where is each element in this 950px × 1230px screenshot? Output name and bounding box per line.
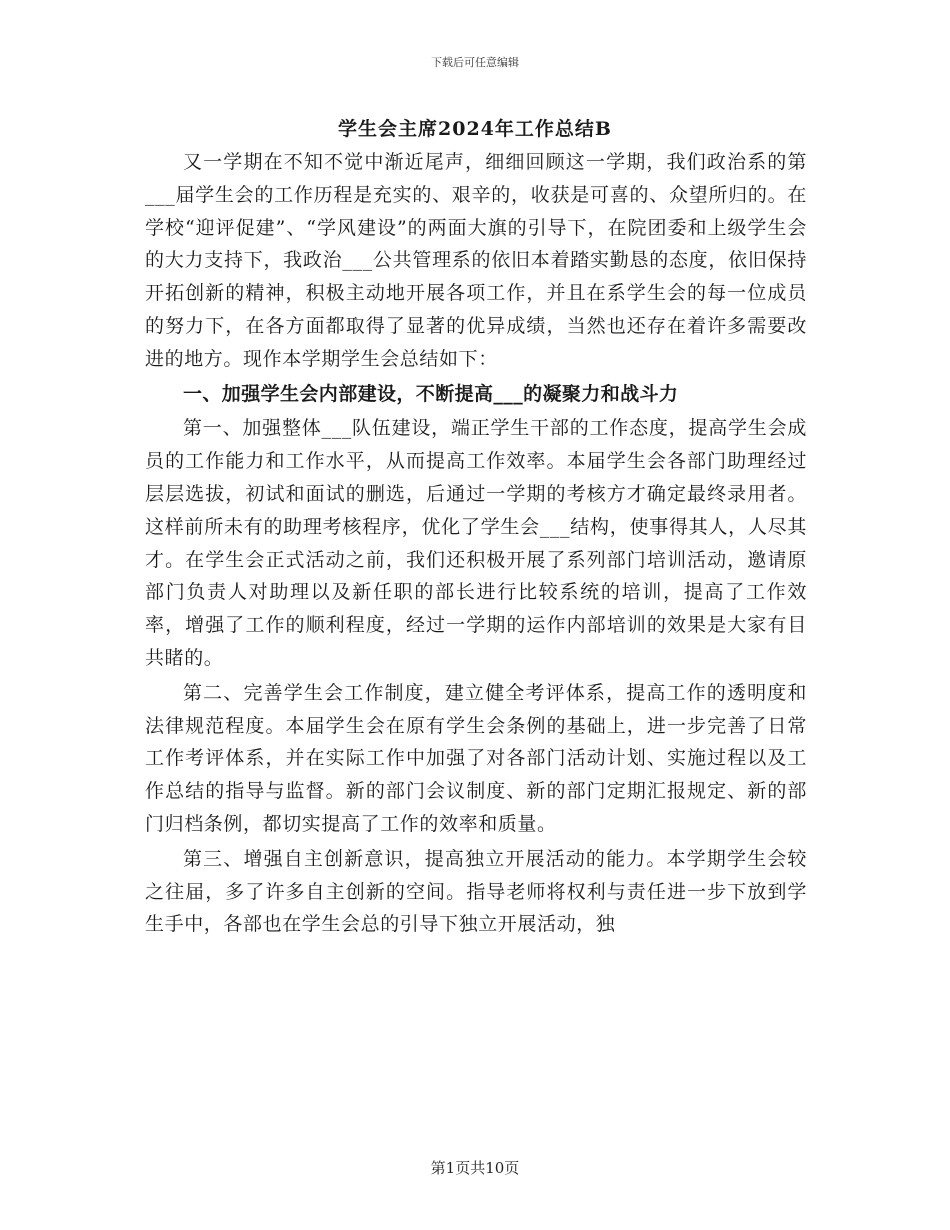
page-number: 第1页共10页 (430, 1159, 520, 1177)
paragraph-first: 第一、加强整体___队伍建设，端正学生干部的工作态度，提高学生会成员的工作能力和工作水平，从而提高工作效率。本届学生会各部门助理经过层层选拔，初试和面试的删选，后通过一学期的考核方才确定最终录用者。这样前所未有的助理考核程序，优化了学生会___结构，使事得其人，人尽其才。在学生会正式活动之前，我们还积极开展了系列部门培训活动，邀请原部门负责人对助理以及新任职的部长进行比较系统的培训，提高了工作效率，增强了工作的顺利程度，经过一学期的运作内部培训的效果是大家有目共睹的。 (145, 417, 807, 669)
document-body (145, 146, 807, 943)
section-heading-1: 一、加强学生会内部建设，不断提高___的凝聚力和战斗力 (183, 382, 679, 405)
document-title: 学生会主席2024年工作总结B (338, 118, 612, 140)
header-note: 下载后可任意编辑 (431, 56, 519, 69)
paragraph-third: 第三、增强自主创新意识，提高独立开展活动的能力。本学期学生会较之往届，多了许多自主创新的空间。指导老师将权利与责任进一步下放到学生手中，各部也在学生会总的引导下独立开展活动，独 (145, 847, 807, 936)
paragraph-second: 第二、完善学生会工作制度，建立健全考评体系，提高工作的透明度和法律规范程度。本届学生会在原有学生会条例的基础上，进一步完善了日常工作考评体系，并在实际工作中加强了对各部门活动计划、实施过程以及工作总结的指导与监督。新的部门会议制度、新的部门定期汇报规定、新的部门归档条例，都切实提高了工作的效率和质量。 (145, 681, 807, 835)
paragraph-intro: 又一学期在不知不觉中渐近尾声，细细回顾这一学期，我们政治系的第___届学生会的工作历程是充实的、艰辛的，收获是可喜的、众望所归的。在学校“迎评促建”、“学风建设”的两面大旗的引导下，在院团委和上级学生会的大力支持下，我政治___公共管理系的依旧本着踏实勤恳的态度，依旧保持开拓创新的精神，积极主动地开展各项工作，并且在系学生会的每一位成员的努力下，在各方面都取得了显著的优异成绩，当然也还存在着许多需要改进的地方。现作本学期学生会总结如下： (145, 151, 807, 370)
